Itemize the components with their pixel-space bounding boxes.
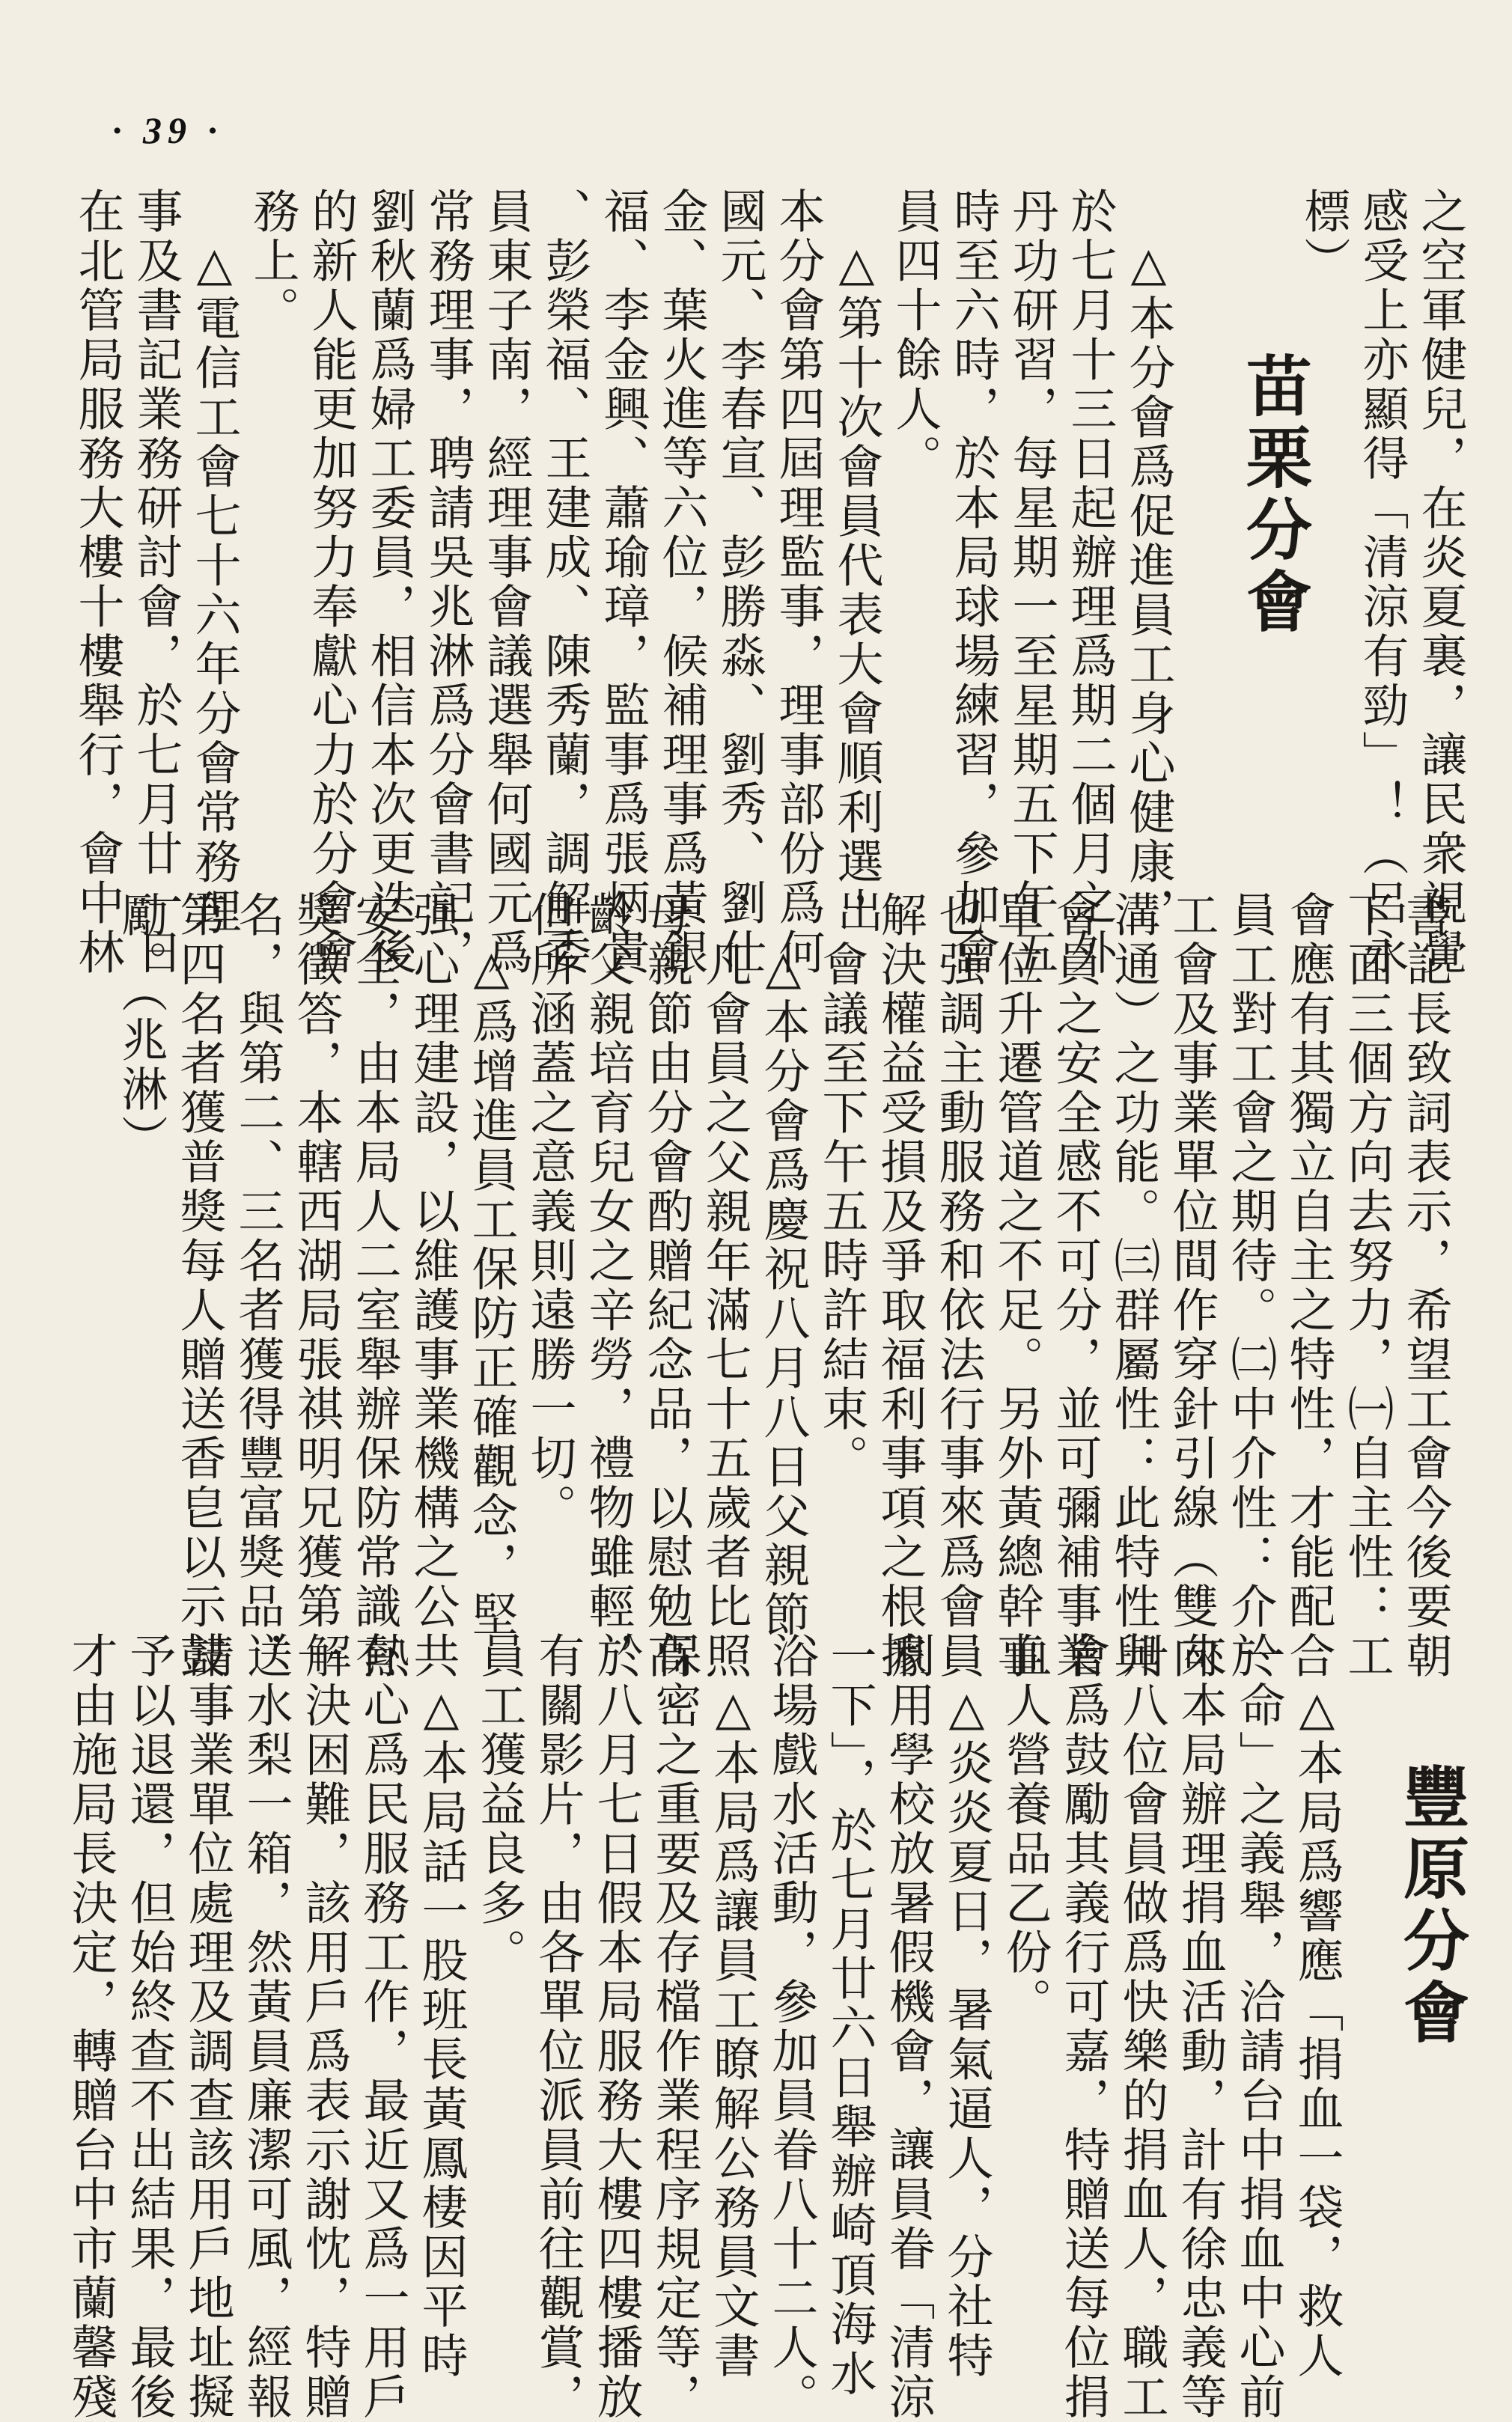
text-column: 也强調主動服務和依法行事來爲會員 [931, 891, 986, 1681]
text-column: 於七月十三日起辦理爲期二個月之外 [1063, 187, 1118, 977]
top-section [0, 187, 1512, 977]
text-column: △本局爲響應「捐血一袋，救人 [1290, 1632, 1344, 2381]
text-column: △本分會爲促進員工身心健康， [1121, 187, 1176, 936]
text-column: 保密之重要及存檔作業程序規定等， [647, 1632, 702, 2422]
text-column: 書記長致詞表示，希望工會今後要朝 [1398, 891, 1453, 1681]
text-column: 本分會第四屆理監事，理事部份爲何 [771, 187, 826, 977]
text-column: 强心理建設，以維護事業機構之公共 [406, 891, 460, 1681]
text-column: 母親節由分會酌贈紀念品，以慰勉高 [639, 891, 694, 1681]
bottom-section [0, 1602, 1512, 2422]
middle-section [0, 891, 1512, 1681]
text-column: 解決權益受損及爭取福利事項之根據 [873, 891, 927, 1681]
text-column: △第十次會員代表大會順利選出 [829, 187, 884, 936]
text-column: 員東子南，經理事會議選舉何國元爲 [479, 187, 534, 977]
section-heading: 苗栗分會 [1236, 352, 1314, 639]
text-column: 金、葉火進等六位，候補理事爲黃銀 [654, 187, 709, 977]
text-column: ，凡會員之父親年滿七十五歲者比照 [698, 891, 752, 1681]
text-column: 劉秋蘭爲婦工委員，相信本次更迭後 [362, 187, 417, 977]
text-column: 會員之安全感不可分，並可彌補事業 [1048, 891, 1103, 1681]
text-column: 名，與第二、三名者獲得豐富獎品， [231, 891, 285, 1681]
text-column: 丹功研習，每星期一至星期五下午五 [1005, 187, 1059, 977]
section-heading: 豐原分會 [1393, 1763, 1471, 2050]
text-column: 獎徵答，本轄西湖局張祺明兄獲第一 [289, 891, 344, 1681]
text-column: 才由施局長決定，轉贈台中市蘭馨殘 [64, 1632, 118, 2422]
text-column: 員工獲益良多。 [472, 1632, 527, 1977]
text-column: 會爲鼓勵其義行可嘉，特贈送每位捐 [1056, 1632, 1111, 2422]
text-column: 標） [1296, 187, 1351, 286]
text-column: 但所涵蓋之意義則遠勝一切。 [522, 891, 577, 1533]
text-column: 福、李金興、蕭瑜璋，監事爲張炳貴 [596, 187, 650, 977]
text-column: 單位升遷管道之不足。另外黃總幹事 [990, 891, 1044, 1681]
text-column: 利用學校放暑假機會，讓員眷「清涼 [881, 1632, 936, 2422]
text-column: △本分會爲慶祝八月八日父親節 [756, 891, 811, 1640]
text-column: △炎炎夏日，暑氣逼人，分社特 [939, 1632, 994, 2381]
text-column: 務上。 [246, 187, 300, 335]
text-column: 送水梨一箱，然黃員廉潔可風，經報 [239, 1632, 293, 2422]
text-column: 解決困難，該用戶爲表示謝忱，特贈 [297, 1632, 352, 2422]
text-column: 時至六時，於本局球場練習，參加會 [946, 187, 1001, 977]
text-column: 安全，由本局人二室舉辦保防常識有 [347, 891, 402, 1681]
text-column: 一命」之義舉，洽請台中捐血中心前 [1231, 1632, 1286, 2422]
text-column: 於八月七日假本局服務大樓四樓播放 [589, 1632, 644, 2422]
text-column: 員工對工會之期待。㈡中介性：介於 [1223, 891, 1278, 1681]
text-column: △本局話一股班長黃鳳棲因平時 [414, 1632, 469, 2381]
text-column: 國元、李春宣、彭勝淼、劉秀、劉仕 [713, 187, 767, 977]
text-column: 卅八位會員做爲快樂的捐血人，職工 [1115, 1632, 1169, 2422]
text-column: 予以退還，但始終查不出結果，最後 [122, 1632, 177, 2422]
text-column: 在北管局服務大樓十樓舉行，會中林 [70, 187, 125, 977]
text-column: 有關影片，由各單位派員前往觀賞， [531, 1632, 585, 2422]
text-column: 第四名者獲普獎每人贈送香皀以示鼓 [172, 891, 227, 1681]
text-column: ，會議至下午五時許結束。 [814, 891, 869, 1483]
text-column: 工會及事業單位間作穿針引線（雙向 [1165, 891, 1219, 1681]
text-column: 熱心爲民服務工作，最近又爲一用戶 [356, 1632, 410, 2422]
text-column: 請事業單位處理及調查該用戶地址擬 [180, 1632, 235, 2422]
text-column: 齡父親培育兒女之辛勞，禮物雖輕， [581, 891, 635, 1681]
text-column: 事及書記業務研討會，於七月廿一日 [129, 187, 183, 977]
text-column: 下面三個方向去努力，㈠自主性：工 [1340, 891, 1394, 1681]
text-column: 血人營養品乙份。 [998, 1632, 1052, 2027]
page-number: · 39 · [112, 109, 223, 151]
text-column: 的新人能更加努力奉獻心力於分會會 [304, 187, 359, 977]
text-column: 員四十餘人。 [888, 187, 942, 484]
text-column: △爲增進員工保防正確觀念，堅 [464, 891, 519, 1640]
text-column: △本局爲讓員工瞭解公務員文書 [706, 1632, 760, 2381]
text-column: 溝通）之功能。㈢群屬性：此特性與 [1106, 891, 1161, 1681]
text-column: 一下」，於七月廿六日舉辦崎頂海水 [823, 1632, 877, 2399]
text-column: 之空軍健兒，在炎夏裏，讓民衆視覺 [1413, 187, 1468, 977]
text-column: 會應有其獨立自主之特性，才能配合 [1281, 891, 1336, 1681]
text-column: 浴場戲水活動，參加員眷八十二人。 [764, 1632, 819, 2422]
text-column: 感受上亦顯得「清涼有勁」！（呂永 [1355, 187, 1409, 977]
text-column: 來本局辦理捐血活動，計有徐忠義等 [1173, 1632, 1228, 2422]
text-column: 常務理事，聘請吳兆淋爲分會書記， [421, 187, 475, 977]
text-column: 、彭榮福、王建成、陳秀蘭，調解委 [537, 187, 592, 977]
text-column: △電信工會七十六年分會常務理 [187, 187, 242, 936]
text-column: 勵。（兆淋） [114, 891, 168, 1164]
